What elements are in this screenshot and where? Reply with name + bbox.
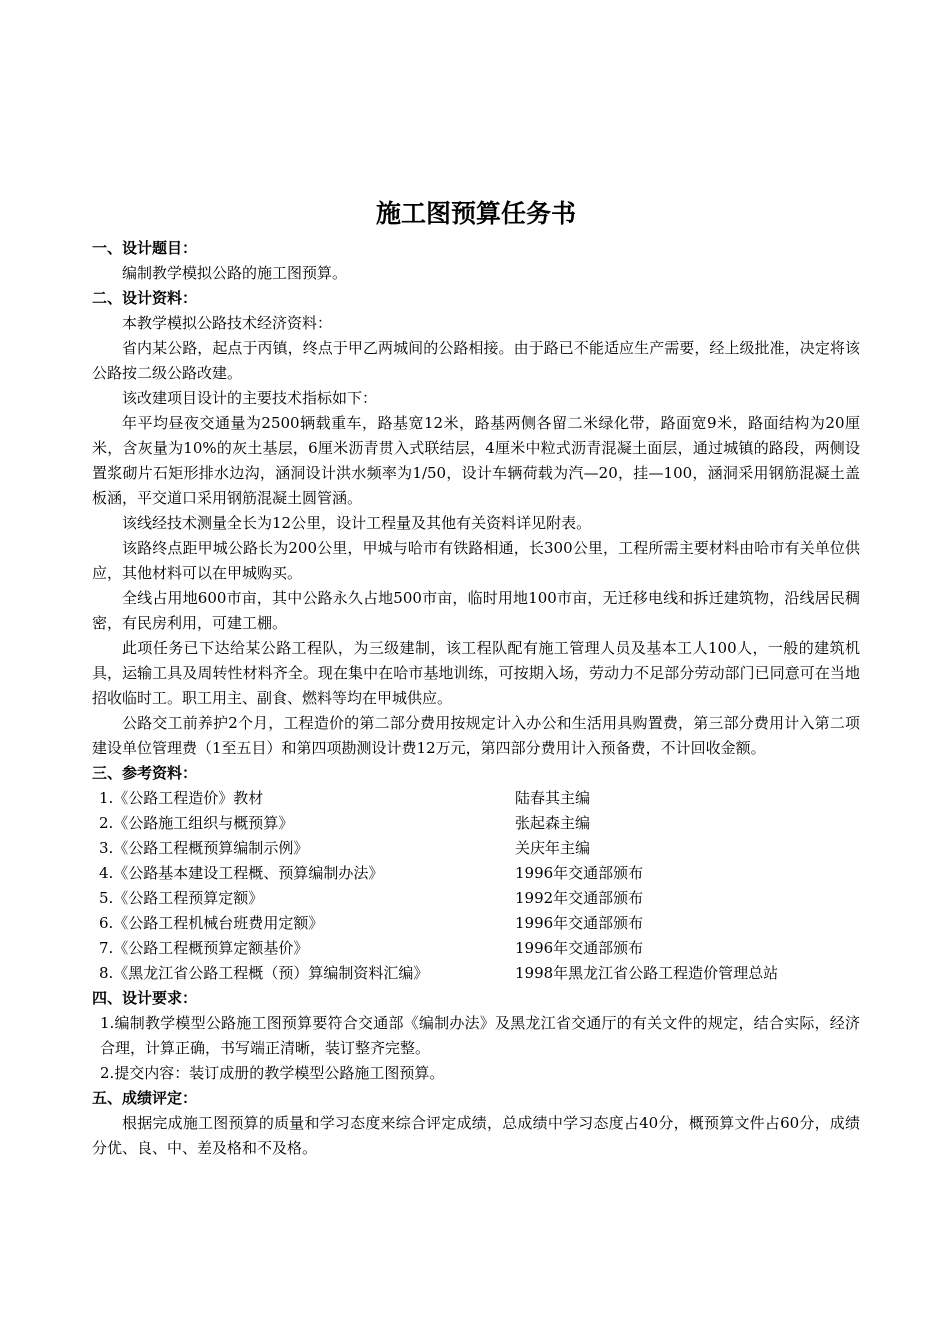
paragraph: 该线经技术测量全长为12公里，设计工程量及其他有关资料详见附表。 bbox=[122, 514, 592, 532]
reference-title: 2.《公路施工组织与概预算》 bbox=[99, 814, 294, 832]
paragraph: 编制教学模拟公路的施工图预算。 bbox=[122, 264, 348, 282]
reference-item bbox=[92, 861, 860, 886]
reference-author: 张起森主编 bbox=[515, 814, 591, 832]
section-heading-design-materials: 二、设计资料： bbox=[92, 289, 198, 307]
section-heading-design-requirements: 四、设计要求： bbox=[92, 989, 198, 1007]
reference-title: 1.《公路工程造价》教材 bbox=[99, 789, 264, 807]
paragraph: 全线占用地600市亩，其中公路永久占地500市亩，临时用地100市亩，无迁移电线和拆迁建筑物，沿线居民稠密，有民房利用，可建工棚。 bbox=[92, 589, 860, 632]
reference-item bbox=[92, 961, 860, 986]
reference-author: 陆春其主编 bbox=[515, 789, 591, 807]
document-body bbox=[92, 196, 860, 1161]
reference-author: 1996年交通部颁布 bbox=[515, 914, 644, 932]
reference-item bbox=[92, 836, 860, 861]
reference-author: 1992年交通部颁布 bbox=[515, 889, 644, 907]
paragraph: 年平均昼夜交通量为2500辆载重车，路基宽12米，路基两侧各留二米绿化带，路面宽9米，路面结构为20厘米，含灰量为10%的灰土基层，6厘米沥青贯入式联结层，4厘米中粒式沥青混凝土面层，通过城镇的路段，两侧设置浆砌片石矩形排水边沟，涵洞设计洪水频率为1/50，设计车辆荷载为汽—20，挂—100，涵洞采用钢筋混凝土盖板涵，平交道口采用钢筋混凝土圆管涵。 bbox=[92, 414, 860, 507]
reference-title: 4.《公路基本建设工程概、预算编制办法》 bbox=[99, 864, 384, 882]
paragraph: 本教学模拟公路技术经济资料： bbox=[122, 314, 333, 332]
reference-author: 1996年交通部颁布 bbox=[515, 864, 644, 882]
reference-title: 3.《公路工程概预算编制示例》 bbox=[99, 839, 309, 857]
document-title: 施工图预算任务书 bbox=[375, 199, 576, 228]
reference-item bbox=[92, 886, 860, 911]
section-heading-references: 三、参考资料： bbox=[92, 764, 198, 782]
requirement-item: 2.提交内容：装订成册的教学模型公路施工图预算。 bbox=[100, 1064, 445, 1082]
reference-author: 关庆年主编 bbox=[515, 839, 591, 857]
reference-title: 5.《公路工程预算定额》 bbox=[99, 889, 264, 907]
paragraph: 此项任务已下达给某公路工程队，为三级建制，该工程队配有施工管理人员及基本工人100人，一般的建筑机具，运输工具及周转性材料齐全。现在集中在哈市基地训练，可按期入场，劳动力不足部分劳动部门已同意可在当地招收临时工。职工用主、副食、燃料等均在甲城供应。 bbox=[92, 639, 860, 707]
reference-author: 1998年黑龙江省公路工程造价管理总站 bbox=[515, 964, 779, 982]
paragraph: 根据完成施工图预算的质量和学习态度来综合评定成绩，总成绩中学习态度占40分，概预算文件占60分，成绩分优、良、中、差及格和不及格。 bbox=[92, 1114, 860, 1157]
reference-item bbox=[92, 911, 860, 936]
reference-title: 7.《公路工程概预算定额基价》 bbox=[99, 939, 309, 957]
section-heading-grading: 五、成绩评定： bbox=[92, 1089, 198, 1107]
requirement-item: 1.编制教学模型公路施工图预算要符合交通部《编制办法》及黑龙江省交通厅的有关文件的规定，结合实际，经济合理，计算正确，书写端正清晰，装订整齐完整。 bbox=[100, 1014, 860, 1057]
reference-item bbox=[92, 936, 860, 961]
reference-list bbox=[92, 786, 860, 986]
paragraph: 该路终点距甲城公路长为200公里，甲城与哈市有铁路相通，长300公里，工程所需主要材料由哈市有关单位供应，其他材料可以在甲城购买。 bbox=[92, 539, 860, 582]
reference-author: 1996年交通部颁布 bbox=[515, 939, 644, 957]
reference-item bbox=[92, 811, 860, 836]
paragraph: 公路交工前养护2个月，工程造价的第二部分费用按规定计入办公和生活用具购置费，第三部分费用计入第二项建设单位管理费（1至五目）和第四项勘测设计费12万元，第四部分费用计入预备费，不计回收金额。 bbox=[92, 714, 860, 757]
reference-item bbox=[92, 786, 860, 811]
paragraph: 该改建项目设计的主要技术指标如下： bbox=[122, 389, 378, 407]
section-heading-design-topic: 一、设计题目： bbox=[92, 239, 198, 257]
paragraph: 省内某公路，起点于丙镇，终点于甲乙两城间的公路相接。由于路已不能适应生产需要，经上级批准，决定将该公路按二级公路改建。 bbox=[92, 339, 860, 382]
reference-title: 8.《黑龙江省公路工程概（预）算编制资料汇编》 bbox=[99, 964, 429, 982]
reference-title: 6.《公路工程机械台班费用定额》 bbox=[99, 914, 324, 932]
